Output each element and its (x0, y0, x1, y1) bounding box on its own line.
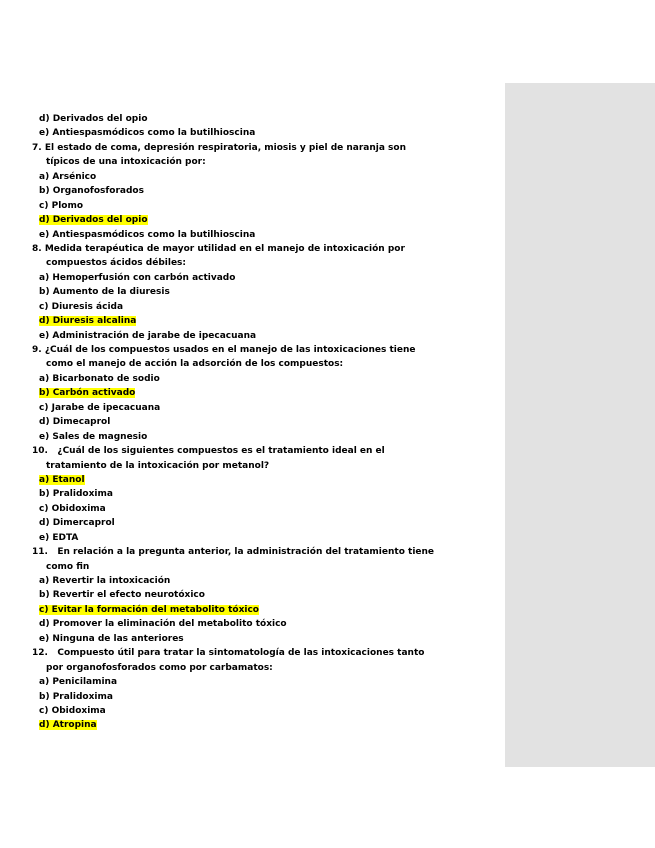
question-text: En relación a la pregunta anterior, la administración del tratamiento tiene (57, 547, 435, 558)
option-text: a) Bicarbonato de sodio (39, 373, 160, 384)
option-b (32, 588, 502, 602)
option-text: a) Penicilamina (39, 677, 118, 688)
option-b (32, 487, 502, 501)
question-8-continuation (32, 256, 502, 270)
option-text: b) Aumento de la diuresis (39, 287, 170, 298)
option-text: a) Revertir la intoxicación (39, 576, 171, 586)
question-12-continuation (32, 661, 502, 675)
option-text: b) Pralidoxima (39, 489, 113, 500)
option-text: e) EDTA (39, 532, 79, 543)
option-text: b) Revertir el efecto neurotóxico (39, 590, 205, 601)
question-text: ¿Cuál de los compuestos usados en el manejo de las intoxicaciones tiene (44, 345, 416, 355)
highlighted-answer: b) Carbón activado (39, 388, 136, 399)
question-10-continuation (32, 459, 502, 473)
question-12 (32, 646, 502, 660)
option-e (32, 228, 502, 242)
question-number: 7. (32, 142, 42, 153)
question-number: 11. (32, 547, 48, 558)
question-text: compuestos ácidos débiles: (46, 258, 187, 269)
option-c (32, 401, 502, 415)
option-d (32, 617, 502, 631)
option-text: b) Organofosforados (39, 186, 144, 197)
highlighted-answer: a) Etanol (39, 474, 85, 485)
option-a-answer (32, 473, 502, 487)
option-line (32, 112, 502, 126)
option-e (32, 531, 502, 545)
highlighted-answer: d) Atropina (39, 720, 97, 731)
option-b (32, 184, 502, 198)
question-11-continuation (32, 560, 502, 574)
option-text: d) Promover la eliminación del metabolito tóxico (39, 619, 287, 630)
question-number: 9. (32, 345, 42, 355)
question-7 (32, 141, 502, 155)
option-b (32, 690, 502, 704)
option-c (32, 300, 502, 314)
option-text: e) Administración de jarabe de ipecacuana (39, 330, 257, 341)
option-d (32, 516, 502, 530)
question-9-continuation (32, 357, 502, 371)
option-text: c) Obidoxima (39, 503, 106, 514)
option-line (32, 126, 502, 140)
comment-pane (505, 83, 655, 767)
option-c (32, 502, 502, 516)
option-text: d) Dimecaprol (39, 417, 111, 428)
option-c (32, 199, 502, 213)
option-text: a) Hemoperfusión con carbón activado (39, 272, 236, 283)
question-text: Compuesto útil para tratar la sintomatología de las intoxicaciones tanto (57, 648, 425, 659)
option-b (32, 285, 502, 299)
option-b-answer (32, 386, 502, 400)
highlighted-answer: c) Evitar la formación del metabolito tóxico (39, 604, 259, 615)
highlighted-answer: d) Diuresis alcalina (39, 316, 137, 327)
question-text: típicos de una intoxicación por: (46, 157, 206, 168)
option-a (32, 271, 502, 285)
option-text: c) Diuresis ácida (39, 301, 124, 312)
option-text: c) Jarabe de ipecacuana (39, 402, 161, 413)
option-d-answer (32, 314, 502, 328)
question-text: como fin (46, 561, 90, 572)
question-text: como el manejo de acción la adsorción de los compuestos: (46, 359, 344, 370)
option-d-answer (32, 213, 502, 227)
question-text: El estado de coma, depresión respiratoria, miosis y piel de naranja son (44, 142, 407, 153)
option-text: d) Dimercaprol (39, 518, 115, 529)
option-e (32, 329, 502, 343)
option-d (32, 415, 502, 429)
question-number: 8. (32, 243, 42, 254)
question-8 (32, 242, 502, 256)
option-text: e) Antiespasmódicos como la butilhioscina (39, 128, 256, 139)
question-number: 10. (32, 446, 48, 457)
option-a (32, 574, 502, 588)
question-11 (32, 545, 502, 559)
option-c (32, 704, 502, 718)
option-text: e) Sales de magnesio (39, 431, 148, 442)
option-e (32, 632, 502, 646)
question-number: 12. (32, 648, 48, 659)
option-text: c) Plomo (39, 200, 84, 211)
option-text: a) Arsénico (39, 171, 97, 182)
option-c-answer (32, 603, 502, 617)
option-a (32, 372, 502, 386)
option-a (32, 170, 502, 184)
option-e (32, 430, 502, 444)
question-text: por organofosforados como por carbamatos: (46, 662, 273, 673)
option-text: d) Derivados del opio (39, 114, 148, 124)
question-9 (32, 343, 502, 357)
option-text: b) Pralidoxima (39, 691, 113, 702)
question-text: Medida terapéutica de mayor utilidad en el manejo de intoxicación por (44, 243, 405, 254)
question-10 (32, 444, 502, 458)
option-text: c) Obidoxima (39, 705, 106, 716)
highlighted-answer: d) Derivados del opio (39, 215, 148, 226)
option-text: e) Antiespasmódicos como la butilhioscina (39, 229, 256, 240)
question-7-continuation (32, 155, 502, 169)
option-d-answer (32, 718, 502, 732)
option-a (32, 675, 502, 689)
question-text: ¿Cuál de los siguientes compuestos es el tratamiento ideal en el (57, 446, 385, 457)
question-text: tratamiento de la intoxicación por metanol? (46, 460, 270, 471)
document-body (32, 112, 502, 733)
option-text: e) Ninguna de las anteriores (39, 633, 184, 644)
